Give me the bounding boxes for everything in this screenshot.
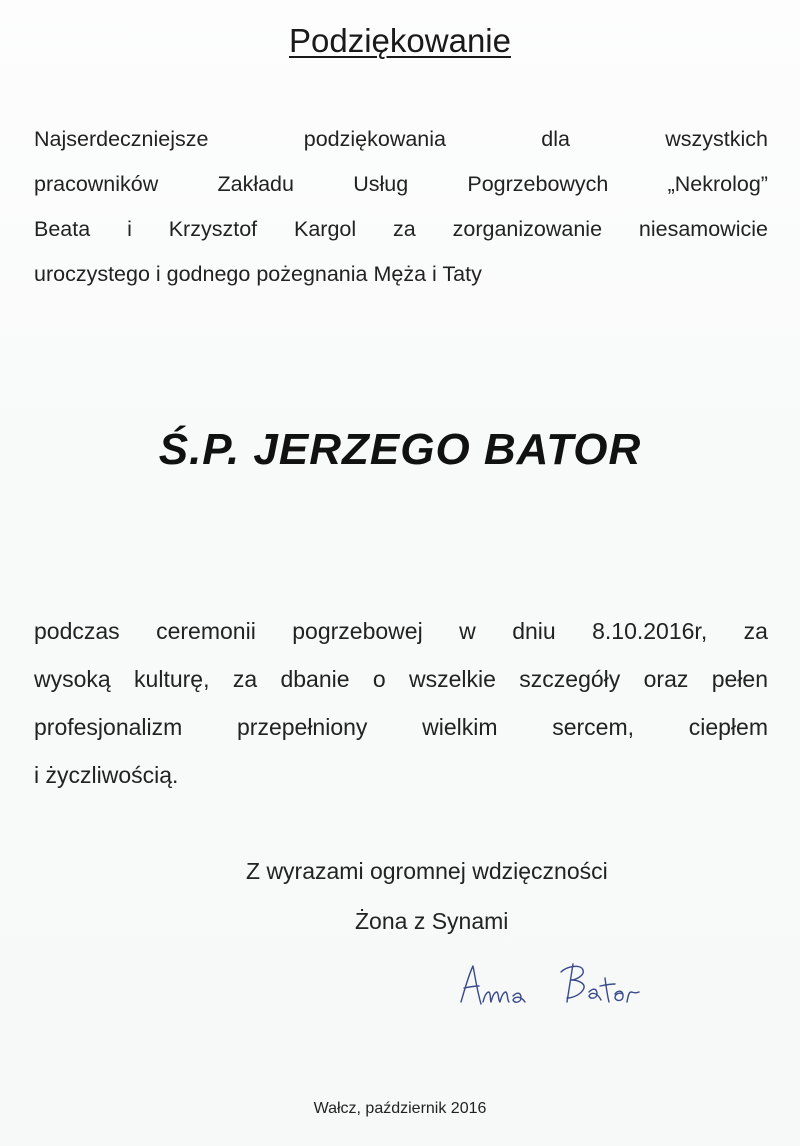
body-line-3 bbox=[34, 703, 768, 751]
handwritten-signature bbox=[455, 958, 655, 1018]
intro-line-4: uroczystego i godnego pożegnania Męża i Taty bbox=[34, 262, 482, 286]
closing-phrase: Z wyrazami ogromnej wdzięczności bbox=[246, 858, 608, 884]
word: ciepłem bbox=[688, 714, 768, 740]
deceased-name: Ś.P. JERZEGO BATOR bbox=[158, 425, 642, 474]
word: wszystkich bbox=[665, 127, 768, 151]
word: zorganizowanie bbox=[452, 217, 603, 241]
word: dniu bbox=[512, 618, 556, 644]
word: za bbox=[232, 666, 258, 692]
word: za bbox=[393, 217, 416, 241]
word: Beata bbox=[34, 217, 91, 241]
body-line-4: i życzliwością. bbox=[34, 762, 179, 788]
word: sercem, bbox=[552, 714, 635, 740]
word: pogrzebowej bbox=[292, 618, 423, 644]
word: 8.10.2016r, bbox=[592, 618, 708, 644]
word: Pogrzebowych bbox=[467, 172, 609, 196]
word: za bbox=[743, 618, 768, 644]
word: oraz bbox=[643, 666, 689, 692]
body-paragraph bbox=[34, 607, 768, 799]
intro-line-1 bbox=[34, 117, 768, 162]
word: pełen bbox=[711, 666, 768, 692]
word: szczegóły bbox=[519, 666, 621, 692]
word: profesjonalizm bbox=[34, 714, 183, 740]
signatories: Żona z Synami bbox=[355, 908, 509, 934]
word: o bbox=[372, 666, 386, 692]
word: Kargol bbox=[294, 217, 357, 241]
word: Zakładu bbox=[217, 172, 294, 196]
word: „Nekrolog” bbox=[667, 172, 768, 196]
word: kulturę, bbox=[134, 666, 210, 692]
word: i bbox=[127, 217, 132, 241]
body-line-1 bbox=[34, 607, 768, 655]
word: niesamowicie bbox=[638, 217, 768, 241]
word: Krzysztof bbox=[168, 217, 258, 241]
intro-paragraph bbox=[34, 117, 768, 297]
title-text: Podziękowanie bbox=[289, 22, 511, 59]
word: Najserdeczniejsze bbox=[34, 127, 209, 151]
intro-line-2 bbox=[34, 162, 768, 207]
word: dbanie bbox=[280, 666, 350, 692]
word: Usług bbox=[353, 172, 409, 196]
page-title bbox=[0, 20, 800, 62]
word: w bbox=[459, 618, 476, 644]
word: ceremonii bbox=[156, 618, 256, 644]
intro-line-3 bbox=[34, 207, 768, 252]
place-and-date: Wałcz, październik 2016 bbox=[313, 1100, 487, 1117]
word: wysoką bbox=[34, 666, 111, 692]
word: podziękowania bbox=[303, 127, 446, 151]
word: dla bbox=[541, 127, 570, 151]
word: pracowników bbox=[34, 172, 159, 196]
word: wielkim bbox=[422, 714, 498, 740]
word: wszelkie bbox=[409, 666, 496, 692]
word: podczas bbox=[34, 618, 120, 644]
word: przepełniony bbox=[237, 714, 368, 740]
body-line-2 bbox=[34, 655, 768, 703]
